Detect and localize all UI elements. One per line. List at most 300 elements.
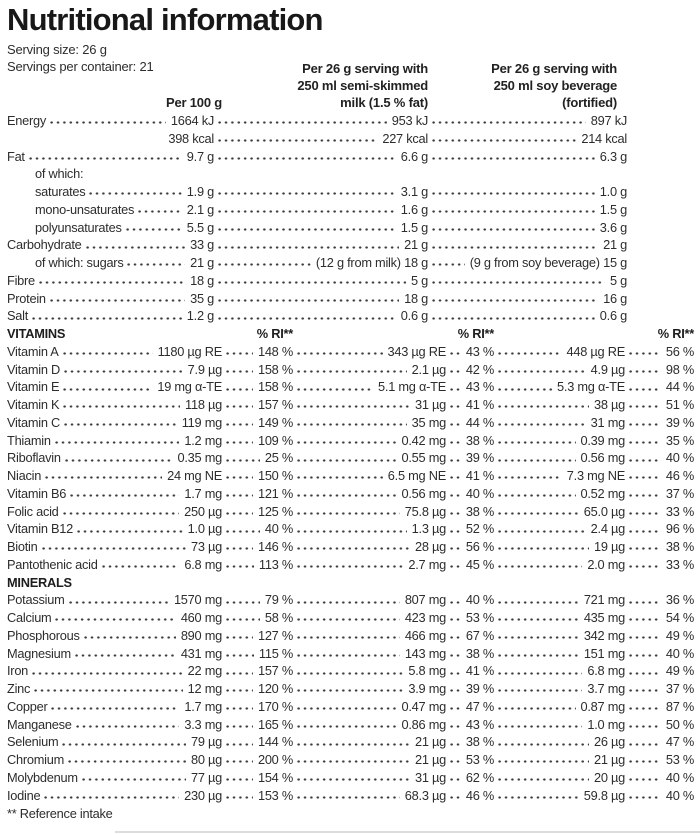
cell-v2 (293, 539, 446, 554)
cell-per-100g (7, 149, 214, 164)
dot-leader (226, 689, 253, 692)
value-ri-per-100g: 146 % (257, 539, 293, 554)
cell-vr2 (446, 663, 494, 678)
cell-soy-serving (428, 237, 627, 252)
table-row (7, 628, 700, 646)
value-per-100g: 3.3 mg (184, 716, 222, 732)
dot-leader (297, 441, 397, 444)
cell-vr3 (625, 717, 694, 732)
dot-leader (498, 601, 579, 604)
value-milk-serving: 5.8 mg (408, 663, 446, 679)
value-ri-milk-serving: 53 % (465, 752, 494, 767)
row-label: polyunsaturates (35, 219, 122, 235)
value-soy-serving: 3.6 g (599, 219, 627, 235)
value-per-100g: 1.7 mg (184, 698, 222, 714)
value-milk-serving: 0.6 g (400, 308, 428, 324)
dot-leader (498, 707, 576, 710)
cell-vr1 (222, 610, 293, 625)
row-label: Carbohydrate (7, 237, 82, 253)
value-milk-serving: 68.3 µg (404, 787, 446, 803)
cell-v1 (7, 610, 222, 625)
cell-v1 (7, 521, 222, 536)
dot-leader (629, 565, 661, 568)
value-milk-serving: 75.8 µg (404, 503, 446, 519)
dot-leader (126, 228, 182, 231)
value-ri-milk-serving: 38 % (465, 734, 494, 750)
cell-v1 (7, 344, 222, 359)
table-row (7, 308, 700, 326)
value-soy-serving: 0.6 g (599, 308, 627, 324)
dot-leader (498, 512, 579, 515)
table-row (7, 486, 700, 504)
cell-per-100g (7, 255, 214, 270)
dot-leader (297, 672, 403, 675)
value-milk-serving: 1.5 g (400, 219, 428, 235)
cell-milk-serving (214, 220, 428, 235)
value-ri-per-100g: 125 % (257, 503, 293, 519)
cell-vr3 (625, 557, 694, 572)
dot-leader (498, 370, 586, 373)
dot-leader (450, 405, 461, 408)
cell-vr3 (625, 504, 694, 519)
cell-v1 (7, 433, 222, 448)
value-ri-soy-serving: 33 % (665, 556, 694, 572)
value-per-100g: 12 mg (187, 681, 222, 696)
dot-leader (498, 760, 589, 763)
value-per-100g: 19 mg α-TE (157, 379, 222, 395)
dot-leader (629, 459, 661, 462)
table-row (7, 681, 700, 699)
value-ri-milk-serving: 40 % (465, 592, 494, 608)
dot-leader (450, 689, 461, 692)
row-label: Phosphorous (7, 627, 80, 643)
cell-vr2 (446, 504, 494, 519)
row-label: Iodine (7, 787, 41, 803)
value-ri-soy-serving: 40 % (665, 450, 694, 466)
table-row (7, 539, 700, 557)
row-label: Vitamin B12 (7, 521, 74, 537)
dot-leader (498, 352, 562, 355)
value-soy-serving: 65.0 µg (583, 503, 625, 519)
cell-v1 (7, 415, 222, 430)
value-per-100g: 18 g (190, 272, 214, 288)
minerals-heading: MINERALS (7, 574, 72, 590)
value-per-100g: 5.5 g (186, 219, 214, 235)
ri-header-1: % RI** (256, 326, 293, 341)
value-ri-milk-serving: 41 % (465, 468, 494, 483)
dot-leader (226, 778, 253, 781)
value-ri-soy-serving: 98 % (665, 361, 694, 377)
value-soy-serving: 26 µg (593, 734, 625, 750)
value-soy-serving: 5.3 mg α-TE (557, 379, 625, 395)
value-soy-serving: 721 mg (583, 592, 625, 608)
cell-v2 (293, 468, 446, 483)
cell-v1 (7, 557, 222, 572)
cell-v3 (494, 486, 625, 501)
dot-leader (218, 281, 406, 284)
dot-leader (226, 707, 253, 710)
column-header-soy-line3: (fortified) (562, 95, 617, 110)
value-per-100g: 1664 kJ (170, 113, 214, 128)
dot-leader (450, 743, 461, 746)
cell-vr3 (625, 486, 694, 501)
value-milk-serving: 6.5 mg NE (387, 468, 446, 483)
value-ri-per-100g: 127 % (257, 627, 293, 643)
value-ri-per-100g: 170 % (257, 698, 293, 714)
row-label: Protein (7, 290, 46, 306)
cell-soy-serving (428, 291, 627, 306)
dot-leader (86, 246, 186, 249)
cell-v1 (7, 646, 222, 661)
dot-leader (450, 547, 461, 550)
value-ri-milk-serving: 43 % (465, 716, 494, 732)
cell-soy-serving (428, 273, 627, 288)
cell-v3 (494, 699, 625, 714)
value-milk-serving: 1.3 µg (411, 521, 446, 537)
row-label: Energy (7, 113, 47, 128)
cell-v2 (293, 663, 446, 678)
table-row (7, 610, 700, 628)
cell-vr3 (625, 788, 694, 803)
dot-leader (450, 760, 461, 763)
value-ri-per-100g: 157 % (257, 397, 293, 412)
value-ri-per-100g: 157 % (257, 663, 293, 679)
cell-vr2 (446, 379, 494, 394)
value-per-100g: 250 µg (184, 503, 222, 519)
value-ri-milk-serving: 40 % (465, 485, 494, 501)
cell-v1 (7, 752, 222, 767)
cell-v2 (293, 397, 446, 412)
value-soy-serving: 31 mg (590, 414, 625, 430)
cell-vr3 (625, 699, 694, 714)
value-per-100g: 2.1 g (186, 201, 214, 217)
value-ri-soy-serving: 40 % (665, 645, 694, 661)
cell-v3 (494, 344, 625, 359)
dot-leader (63, 405, 180, 408)
row-label: saturates (35, 184, 86, 199)
cell-soy-serving (428, 255, 627, 270)
table-row (7, 237, 700, 255)
value-soy-serving: 2.4 µg (590, 521, 625, 537)
table-row (7, 646, 700, 664)
dot-leader (29, 157, 182, 160)
table-row (7, 521, 700, 539)
cell-v3 (494, 681, 625, 696)
column-header-milk-line2: 250 ml semi-skimmed (297, 78, 428, 93)
row-label: Vitamin K (7, 397, 60, 412)
value-milk-serving: 18 g (404, 290, 428, 306)
dot-leader (218, 157, 396, 160)
value-ri-soy-serving: 49 % (665, 663, 694, 679)
dot-leader (629, 352, 661, 355)
table-row (7, 255, 700, 273)
dot-leader (432, 139, 576, 142)
value-milk-serving: 35 mg (411, 414, 446, 430)
cell-v3 (494, 539, 625, 554)
value-milk-serving: 31 µg (414, 769, 446, 785)
table-row (7, 273, 700, 291)
column-header-soy-line2: 250 ml soy beverage (493, 78, 617, 93)
dot-leader (42, 547, 186, 550)
cell-vr2 (446, 752, 494, 767)
column-header-per-100g: Per 100 g (165, 95, 222, 110)
cell-v1 (7, 681, 222, 696)
value-milk-serving: 5 g (410, 272, 428, 288)
cell-v3 (494, 433, 625, 448)
value-soy-serving: 0.39 mg (580, 432, 625, 448)
cell-milk-serving (214, 149, 428, 164)
value-milk-serving: 3.9 mg (408, 681, 446, 696)
value-milk-serving: 143 mg (404, 645, 446, 661)
value-milk-serving: 21 µg (414, 752, 446, 767)
cell-v3 (494, 734, 625, 749)
dot-leader (34, 689, 182, 692)
value-soy-serving: 448 µg RE (566, 343, 625, 359)
value-ri-soy-serving: 47 % (665, 734, 694, 750)
cell-vr1 (222, 681, 293, 696)
value-ri-per-100g: 158 % (257, 379, 293, 395)
dot-leader (50, 299, 185, 302)
dot-leader (450, 352, 461, 355)
dot-leader (44, 796, 179, 799)
value-milk-serving: 31 µg (414, 397, 446, 412)
value-ri-per-100g: 150 % (257, 468, 293, 483)
dot-leader (75, 654, 176, 657)
dot-leader (11, 139, 163, 142)
cell-per-100g (7, 220, 214, 235)
dot-leader (450, 565, 461, 568)
value-per-100g: 118 µg (185, 397, 222, 412)
dot-leader (498, 441, 576, 444)
dot-leader (498, 743, 589, 746)
cell-vr2 (446, 681, 494, 696)
value-soy-serving: 1.0 g (599, 184, 627, 199)
row-label: Fibre (7, 272, 35, 288)
row-label: Molybdenum (7, 769, 78, 785)
value-milk-serving: 423 mg (404, 610, 446, 625)
row-label: Thiamin (7, 432, 51, 448)
dot-leader (226, 760, 253, 763)
row-label: Vitamin D (7, 361, 60, 377)
table-row (7, 415, 700, 433)
row-label: Salt (7, 308, 29, 324)
dot-leader (498, 459, 576, 462)
value-per-100g: 7.9 µg (187, 361, 222, 377)
dot-leader (226, 547, 253, 550)
cell-v3 (494, 468, 625, 483)
value-ri-milk-serving: 43 % (465, 343, 494, 359)
dot-leader (50, 121, 166, 124)
value-per-100g: 1.2 mg (184, 432, 222, 448)
dot-leader (629, 654, 661, 657)
dot-leader (629, 707, 661, 710)
dot-leader (297, 370, 407, 373)
row-label: of which: sugars (35, 255, 124, 270)
dot-leader (629, 725, 661, 728)
dot-leader (32, 317, 182, 320)
value-soy-serving: 0.52 mg (580, 485, 625, 501)
dot-leader (63, 352, 153, 355)
dot-leader (226, 654, 254, 657)
value-milk-serving: 0.55 mg (401, 450, 446, 466)
value-per-100g: 22 mg (187, 663, 222, 679)
value-soy-serving: 6.8 mg (587, 663, 625, 679)
dot-leader (432, 210, 595, 213)
value-ri-milk-serving: 38 % (465, 645, 494, 661)
dot-leader (55, 618, 175, 621)
value-ri-soy-serving: 36 % (665, 592, 694, 608)
cell-vr1 (222, 521, 293, 536)
cell-vr3 (625, 734, 694, 749)
cell-vr1 (222, 646, 293, 661)
dot-leader (89, 192, 181, 195)
cell-vr3 (625, 592, 694, 607)
cell-vr1 (222, 362, 293, 377)
dot-leader (218, 228, 396, 231)
table-row (7, 166, 700, 184)
cell-soy-serving (428, 202, 627, 217)
cell-vr1 (222, 734, 293, 749)
value-ri-soy-serving: 40 % (665, 787, 694, 803)
reference-intake-footnote: ** Reference intake (7, 806, 113, 822)
row-label: Potassium (7, 592, 65, 608)
value-soy-serving: (9 g from soy beverage) 15 g (469, 255, 627, 270)
cell-v2 (293, 433, 446, 448)
cell-vr2 (446, 539, 494, 554)
dot-leader (297, 743, 410, 746)
cell-per-100g (7, 113, 214, 128)
dot-leader (629, 689, 661, 692)
cell-vr3 (625, 450, 694, 465)
dot-leader (297, 423, 407, 426)
cell-v3 (494, 504, 625, 519)
dot-leader (62, 743, 186, 746)
value-per-100g: 21 g (190, 255, 214, 270)
value-milk-serving: 6.6 g (400, 148, 428, 164)
vitamins-section-header (7, 326, 700, 344)
column-header-soy-serving (428, 60, 627, 111)
table-row (7, 220, 700, 238)
dot-leader (432, 121, 586, 124)
table-row (7, 113, 700, 131)
value-per-100g: 1570 mg (173, 592, 222, 608)
dot-leader (226, 601, 260, 604)
dot-leader (297, 494, 397, 497)
cell-v1 (7, 699, 222, 714)
table-row (7, 184, 700, 202)
value-milk-serving: 28 µg (414, 539, 446, 554)
value-milk-serving: 0.86 mg (401, 716, 446, 732)
value-milk-serving: 3.1 g (400, 184, 428, 199)
dot-leader (218, 299, 399, 302)
row-label: Vitamin E (7, 379, 60, 395)
cell-v3 (494, 397, 625, 412)
dot-leader (498, 547, 589, 550)
minerals-section-header (7, 575, 700, 593)
dot-leader (450, 459, 461, 462)
table-row (7, 433, 700, 451)
dot-leader (450, 796, 461, 799)
dot-leader (297, 725, 397, 728)
dot-leader (102, 565, 180, 568)
dot-leader (226, 459, 260, 462)
row-label: Iron (7, 663, 29, 679)
dot-leader (450, 370, 461, 373)
cell-v1 (7, 734, 222, 749)
value-ri-milk-serving: 38 % (465, 432, 494, 448)
cell-v1 (7, 539, 222, 554)
value-per-100g: 24 mg NE (167, 468, 222, 483)
cell-per-100g (7, 184, 214, 199)
cell-milk-serving (214, 113, 428, 128)
dot-leader (297, 547, 410, 550)
value-ri-milk-serving: 39 % (465, 450, 494, 466)
cell-v2 (293, 557, 446, 572)
cell-per-100g (7, 273, 214, 288)
dot-leader (82, 778, 186, 781)
row-label: Fat (7, 148, 25, 164)
value-ri-soy-serving: 40 % (665, 769, 694, 785)
value-soy-serving: 342 mg (583, 627, 625, 643)
dot-leader (432, 317, 595, 320)
value-soy-serving: 2.0 mg (587, 556, 625, 572)
cell-vr3 (625, 433, 694, 448)
dot-leader (226, 476, 253, 479)
value-soy-serving: 151 mg (583, 645, 625, 661)
cell-v1 (7, 504, 222, 519)
value-per-100g: 73 µg (190, 539, 222, 554)
cell-soy-serving (428, 184, 627, 199)
dot-leader (629, 388, 661, 391)
cell-vr2 (446, 415, 494, 430)
row-label: of which: (35, 166, 84, 182)
cell-v2 (293, 717, 446, 732)
row-label: Riboflavin (7, 450, 61, 466)
cell-v3 (494, 592, 625, 607)
value-ri-soy-serving: 50 % (665, 716, 694, 732)
cell-v2 (293, 344, 446, 359)
cell-v3 (494, 663, 625, 678)
cell-v1 (7, 397, 222, 412)
dot-leader (297, 476, 383, 479)
cell-vr3 (625, 468, 694, 483)
dot-leader (450, 636, 461, 639)
dot-leader (297, 459, 397, 462)
table-row (7, 379, 700, 397)
cell-vr2 (446, 699, 494, 714)
dot-leader (432, 157, 595, 160)
dot-leader (84, 636, 176, 639)
row-label: Folic acid (7, 503, 59, 519)
table-row (7, 468, 700, 486)
row-label: Magnesium (7, 645, 71, 661)
dot-leader (629, 405, 661, 408)
value-soy-serving: 214 kcal (581, 130, 627, 146)
value-ri-soy-serving: 44 % (665, 379, 694, 395)
cell-vr2 (446, 646, 494, 661)
cell-v2 (293, 734, 446, 749)
cell-v3 (494, 362, 625, 377)
dot-leader (629, 370, 661, 373)
value-per-100g: 1.0 µg (187, 521, 222, 537)
value-soy-serving: 16 g (603, 290, 627, 306)
cell-vr1 (222, 770, 293, 785)
dot-leader (226, 725, 253, 728)
value-milk-serving: (12 g from milk) 18 g (315, 255, 428, 270)
value-per-100g: 398 kcal (168, 130, 214, 146)
value-per-100g: 77 µg (190, 769, 222, 785)
dot-leader (629, 796, 661, 799)
